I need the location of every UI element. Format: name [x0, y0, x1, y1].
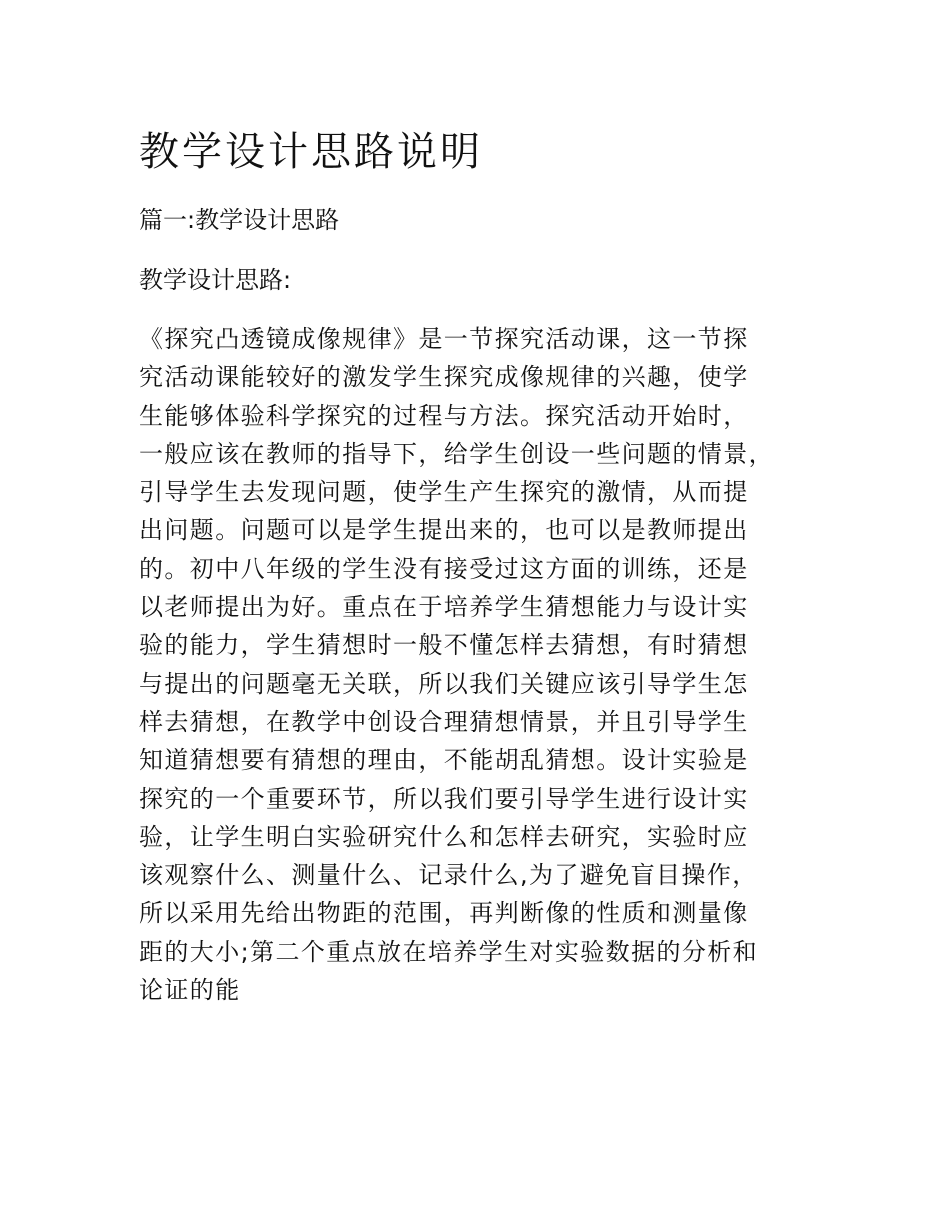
- body-line: 验，让学生明白实验研究什么和怎样去研究，实验时应: [139, 822, 749, 851]
- body-line: 知道猜想要有猜想的理由，不能胡乱猜想。设计实验是: [139, 746, 749, 775]
- page-title: 教学设计思路说明: [139, 129, 483, 175]
- body-line: 探究的一个重要环节，所以我们要引导学生进行设计实: [139, 784, 749, 813]
- body-line: 《探究凸透镜成像规律》是一节探究活动课，这一节探: [139, 325, 749, 353]
- body-line: 所以采用先给出物距的范围，再判断像的性质和测量像: [139, 899, 749, 928]
- section-heading: 篇一:教学设计思路: [139, 206, 340, 234]
- body-line: 一般应该在教师的指导下，给学生创设一些问题的情景，: [139, 439, 774, 468]
- body-line: 验的能力，学生猜想时一般不懂怎样去猜想，有时猜想: [139, 631, 749, 660]
- body-line: 与提出的问题毫无关联，所以我们关键应该引导学生怎: [139, 669, 749, 698]
- body-line: 距的大小;第二个重点放在培养学生对实验数据的分析和: [139, 937, 759, 966]
- body-line: 究活动课能较好的激发学生探究成像规律的兴趣，使学: [139, 363, 749, 392]
- body-line: 引导学生去发现问题，使学生产生探究的激情，从而提: [139, 478, 749, 507]
- body-line: 以老师提出为好。重点在于培养学生猜想能力与设计实: [139, 593, 749, 622]
- body-line: 出问题。问题可以是学生提出来的，也可以是教师提出: [139, 516, 749, 545]
- body-line: 该观察什么、测量什么、记录什么,为了避免盲目操作，: [139, 861, 758, 890]
- body-line: 的。初中八年级的学生没有接受过这方面的训练，还是: [139, 554, 749, 583]
- body-line: 生能够体验科学探究的过程与方法。探究活动开始时，: [139, 401, 749, 430]
- body-paragraph: [139, 320, 839, 1009]
- body-line: 样去猜想，在教学中创设合理猜想情景，并且引导学生: [139, 707, 749, 736]
- body-line: 论证的能: [139, 976, 241, 1005]
- subsection-label: 教学设计思路:: [139, 266, 292, 294]
